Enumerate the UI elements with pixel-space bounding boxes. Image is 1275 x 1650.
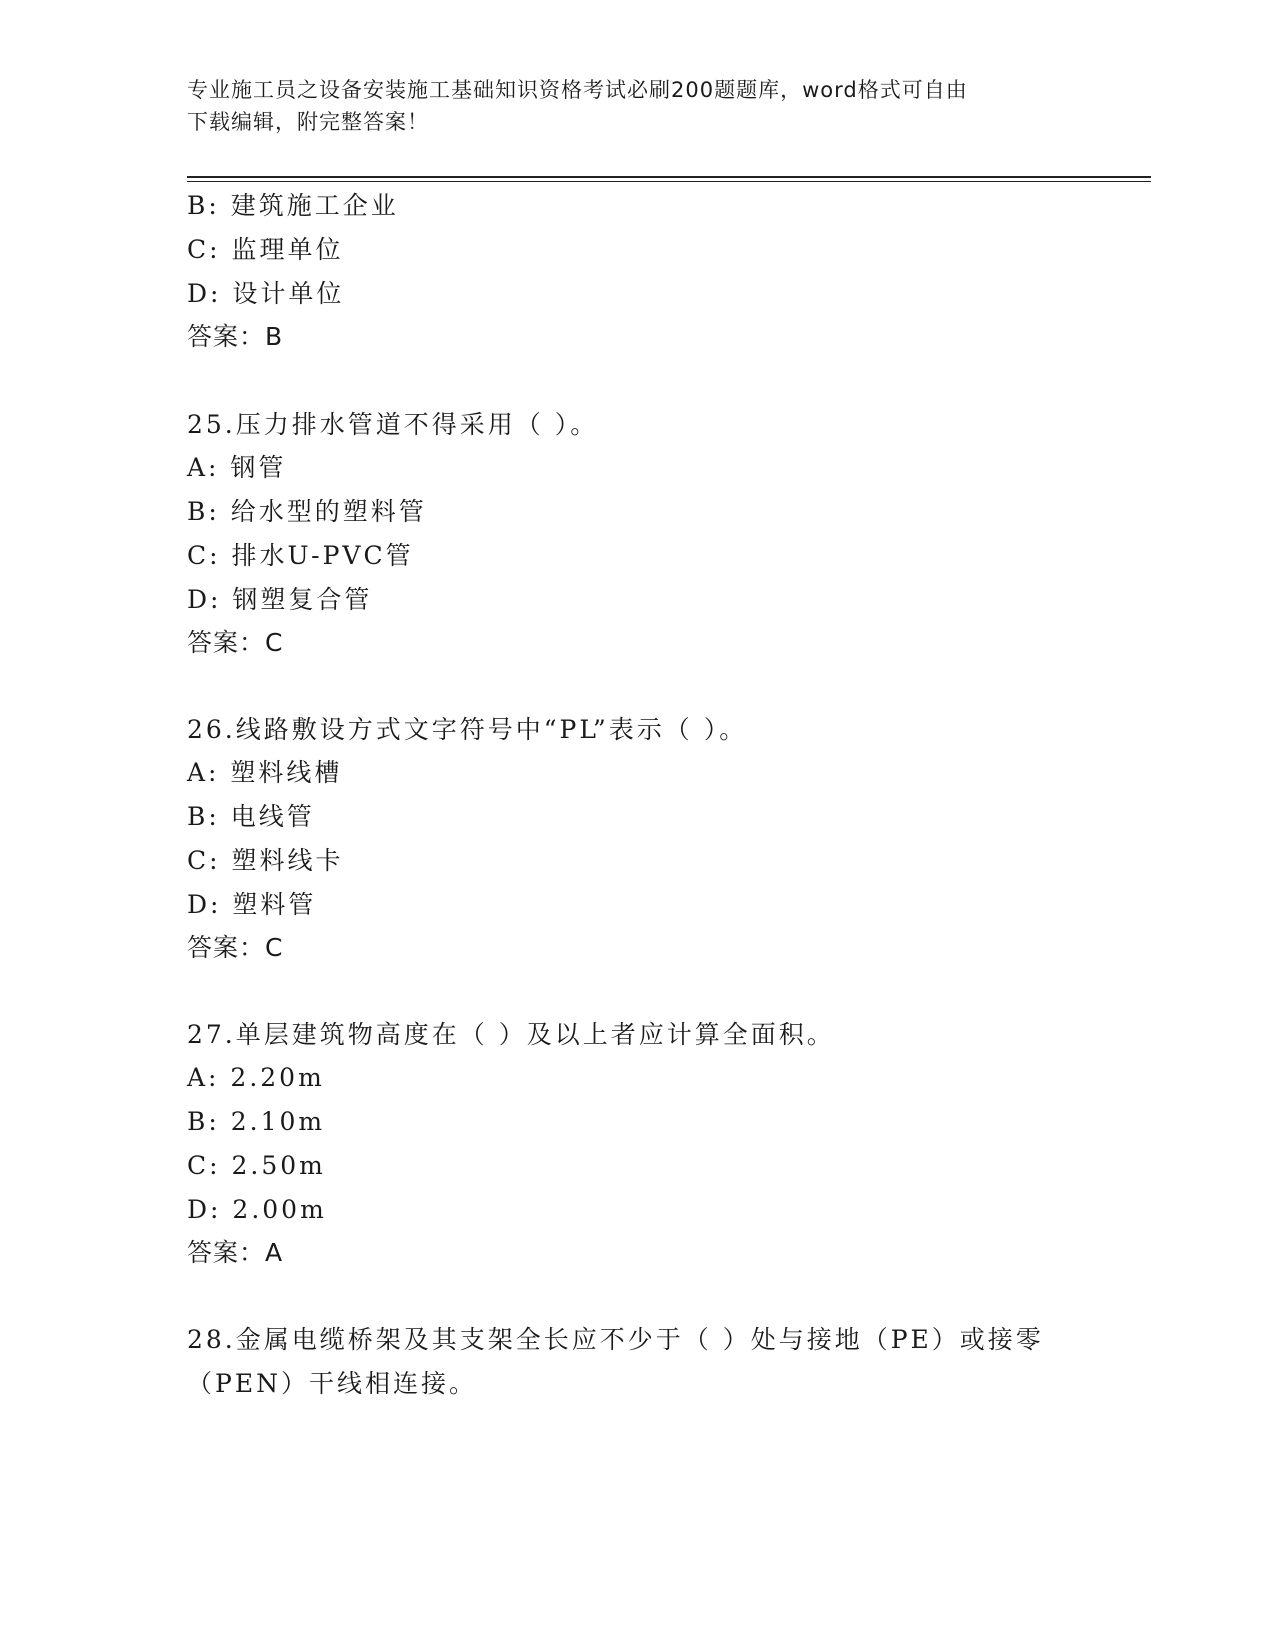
q26-option-d: D: 塑料管 (187, 890, 317, 919)
q24-option-d: D: 设计单位 (187, 279, 345, 308)
q24-option-b: B: 建筑施工企业 (187, 191, 399, 220)
q28-stem-line-2: （PEN）干线相连接。 (187, 1369, 477, 1398)
q27-option-d: D: 2.00m (187, 1195, 327, 1224)
q27-option-a: A: 2.20m (187, 1063, 325, 1092)
q27-answer: 答案：A (187, 1238, 284, 1267)
q26-answer: 答案：C (187, 933, 284, 962)
document-header (187, 74, 1087, 138)
q24-answer: 答案：B (187, 322, 284, 351)
header-line-1: 专业施工员之设备安装施工基础知识资格考试必刷200题题库，word格式可自由 (187, 78, 968, 102)
q25-answer: 答案：C (187, 628, 284, 657)
q26-option-a: A: 塑料线槽 (187, 758, 343, 787)
q27-stem: 27.单层建筑物高度在（ ）及以上者应计算全面积。 (187, 1020, 835, 1049)
q26-option-b: B: 电线管 (187, 802, 315, 831)
q25-stem: 25.压力排水管道不得采用（ ）。 (187, 410, 599, 439)
q25-option-a: A: 钢管 (187, 453, 287, 482)
q25-option-d: D: 钢塑复合管 (187, 585, 373, 614)
q28-stem-line-1: 28.金属电缆桥架及其支架全长应不少于（ ）处与接地（PE）或接零 (187, 1325, 1044, 1354)
q27-option-b: B: 2.10m (187, 1107, 326, 1136)
q26-option-c: C: 塑料线卡 (187, 846, 344, 875)
q25-option-b: B: 给水型的塑料管 (187, 497, 427, 526)
q24-option-c: C: 监理单位 (187, 235, 344, 264)
q25-option-c: C: 排水U-PVC管 (187, 541, 414, 570)
q26-stem: 26.线路敷设方式文字符号中“PL”表示（ ）。 (187, 715, 748, 744)
header-rule-bottom (187, 181, 1151, 182)
header-rule-top (187, 176, 1151, 178)
header-line-2: 下载编辑，附完整答案！ (187, 110, 429, 134)
q27-option-c: C: 2.50m (187, 1151, 326, 1180)
